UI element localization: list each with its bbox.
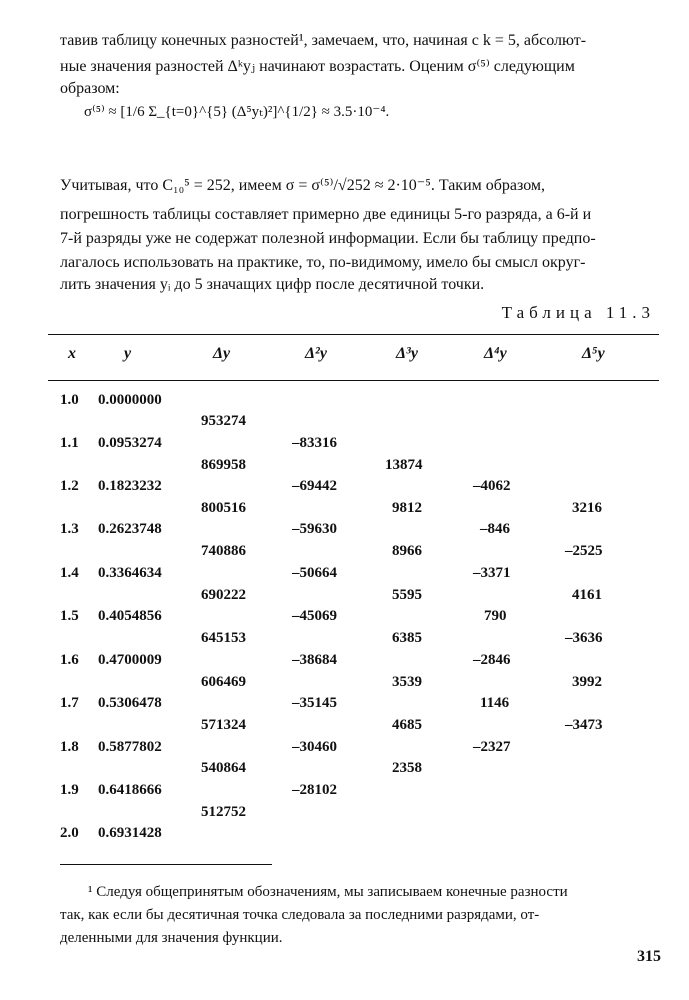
delta4-value: –3371 bbox=[473, 565, 511, 581]
text-line-2: ные значения разностей Δᵏyⱼ начинают возрастать. Оценим σ⁽⁵⁾ следующим bbox=[60, 58, 575, 75]
header-y: y bbox=[124, 345, 132, 362]
table-caption: Таблица 11.3 bbox=[501, 303, 655, 322]
y-value: 0.5877802 bbox=[98, 739, 162, 755]
delta2-value: –83316 bbox=[292, 435, 337, 451]
sigma-formula: σ⁽⁵⁾ ≈ [1/6 Σ_{t=0}^{5} (Δ⁵yₜ)²]^{1/2} ≈ 3.5·10⁻⁴. bbox=[84, 104, 390, 120]
x-value: 1.8 bbox=[60, 739, 79, 755]
x-value: 1.5 bbox=[60, 608, 79, 624]
footnote-line-2: так, как если бы десятичная точка следовала за последними разрядами, от- bbox=[60, 907, 540, 923]
delta1-value: 800516 bbox=[201, 500, 246, 516]
delta4-value: –2327 bbox=[473, 739, 511, 755]
y-value: 0.2623748 bbox=[98, 521, 162, 537]
x-value: 1.4 bbox=[60, 565, 79, 581]
delta5-value: –3473 bbox=[565, 717, 603, 733]
text-line-1: тавив таблицу конечных разностей¹, замечаем, что, начиная с k = 5, абсолют- bbox=[60, 32, 587, 49]
delta2-value: –28102 bbox=[292, 782, 337, 798]
y-value: 0.4054856 bbox=[98, 608, 162, 624]
delta2-value: –45069 bbox=[292, 608, 337, 624]
delta5-value: –3636 bbox=[565, 630, 603, 646]
delta3-value: 2358 bbox=[392, 760, 422, 776]
delta5-value: 4161 bbox=[572, 587, 602, 603]
text-line-7: лагалось использовать на практике, то, по-видимому, имело бы смысл округ- bbox=[60, 254, 586, 271]
x-value: 2.0 bbox=[60, 825, 79, 841]
delta2-value: –30460 bbox=[292, 739, 337, 755]
delta4-value: –846 bbox=[480, 521, 510, 537]
delta4-value: 1146 bbox=[480, 695, 510, 711]
delta3-value: 9812 bbox=[392, 500, 422, 516]
delta3-value: 3539 bbox=[392, 674, 422, 690]
header-delta5: Δ⁵y bbox=[582, 345, 605, 362]
y-value: 0.5306478 bbox=[98, 695, 162, 711]
y-value: 0.0953274 bbox=[98, 435, 162, 451]
text-line-4: Учитывая, что C₁₀⁵ = 252, имеем σ = σ⁽⁵⁾/√252 ≈ 2·10⁻⁵. Таким образом, bbox=[60, 177, 546, 194]
y-value: 0.3364634 bbox=[98, 565, 162, 581]
delta4-value: –4062 bbox=[473, 478, 511, 494]
text-line-3: образом: bbox=[60, 80, 120, 97]
delta1-value: 953274 bbox=[201, 413, 246, 429]
delta4-value: –2846 bbox=[473, 652, 511, 668]
delta3-value: 13874 bbox=[385, 457, 423, 473]
header-delta2: Δ²y bbox=[305, 345, 327, 362]
delta3-value: 4685 bbox=[392, 717, 422, 733]
delta5-value: 3992 bbox=[572, 674, 602, 690]
text-line-5: погрешность таблицы составляет примерно две единицы 5-го разряда, а 6-й и bbox=[60, 206, 592, 223]
delta1-value: 740886 bbox=[201, 543, 246, 559]
delta4-value: 790 bbox=[484, 608, 507, 624]
delta1-value: 540864 bbox=[201, 760, 246, 776]
header-x: x bbox=[68, 345, 76, 362]
delta2-value: –35145 bbox=[292, 695, 337, 711]
delta5-value: 3216 bbox=[572, 500, 602, 516]
delta1-value: 571324 bbox=[201, 717, 246, 733]
table-top-rule bbox=[48, 334, 659, 335]
header-delta1: Δy bbox=[213, 345, 231, 362]
delta2-value: –50664 bbox=[292, 565, 337, 581]
text-line-8: лить значения yᵢ до 5 значащих цифр после десятичной точки. bbox=[60, 276, 485, 293]
header-delta3: Δ³y bbox=[396, 345, 418, 362]
delta1-value: 512752 bbox=[201, 804, 246, 820]
delta1-value: 606469 bbox=[201, 674, 246, 690]
delta1-value: 869958 bbox=[201, 457, 246, 473]
x-value: 1.0 bbox=[60, 392, 79, 408]
delta2-value: –59630 bbox=[292, 521, 337, 537]
footnote-line-1: ¹ Следуя общепринятым обозначениям, мы записываем конечные разности bbox=[88, 884, 568, 900]
y-value: 0.6418666 bbox=[98, 782, 162, 798]
delta2-value: –38684 bbox=[292, 652, 337, 668]
x-value: 1.7 bbox=[60, 695, 79, 711]
y-value: 0.4700009 bbox=[98, 652, 162, 668]
header-delta4: Δ⁴y bbox=[484, 345, 507, 362]
delta3-value: 5595 bbox=[392, 587, 422, 603]
page-number: 315 bbox=[637, 948, 661, 965]
footnote-line-3: деленными для значения функции. bbox=[60, 930, 283, 946]
delta3-value: 8966 bbox=[392, 543, 422, 559]
delta2-value: –69442 bbox=[292, 478, 337, 494]
y-value: 0.0000000 bbox=[98, 392, 162, 408]
y-value: 0.1823232 bbox=[98, 478, 162, 494]
footnote-rule bbox=[60, 864, 272, 865]
delta1-value: 645153 bbox=[201, 630, 246, 646]
delta5-value: –2525 bbox=[565, 543, 603, 559]
table-header-rule bbox=[48, 380, 659, 381]
delta3-value: 6385 bbox=[392, 630, 422, 646]
x-value: 1.2 bbox=[60, 478, 79, 494]
x-value: 1.3 bbox=[60, 521, 79, 537]
x-value: 1.1 bbox=[60, 435, 79, 451]
delta1-value: 690222 bbox=[201, 587, 246, 603]
y-value: 0.6931428 bbox=[98, 825, 162, 841]
text-line-6: 7-й разряды уже не содержат полезной информации. Если бы таблицу предпо- bbox=[60, 230, 596, 247]
x-value: 1.6 bbox=[60, 652, 79, 668]
x-value: 1.9 bbox=[60, 782, 79, 798]
